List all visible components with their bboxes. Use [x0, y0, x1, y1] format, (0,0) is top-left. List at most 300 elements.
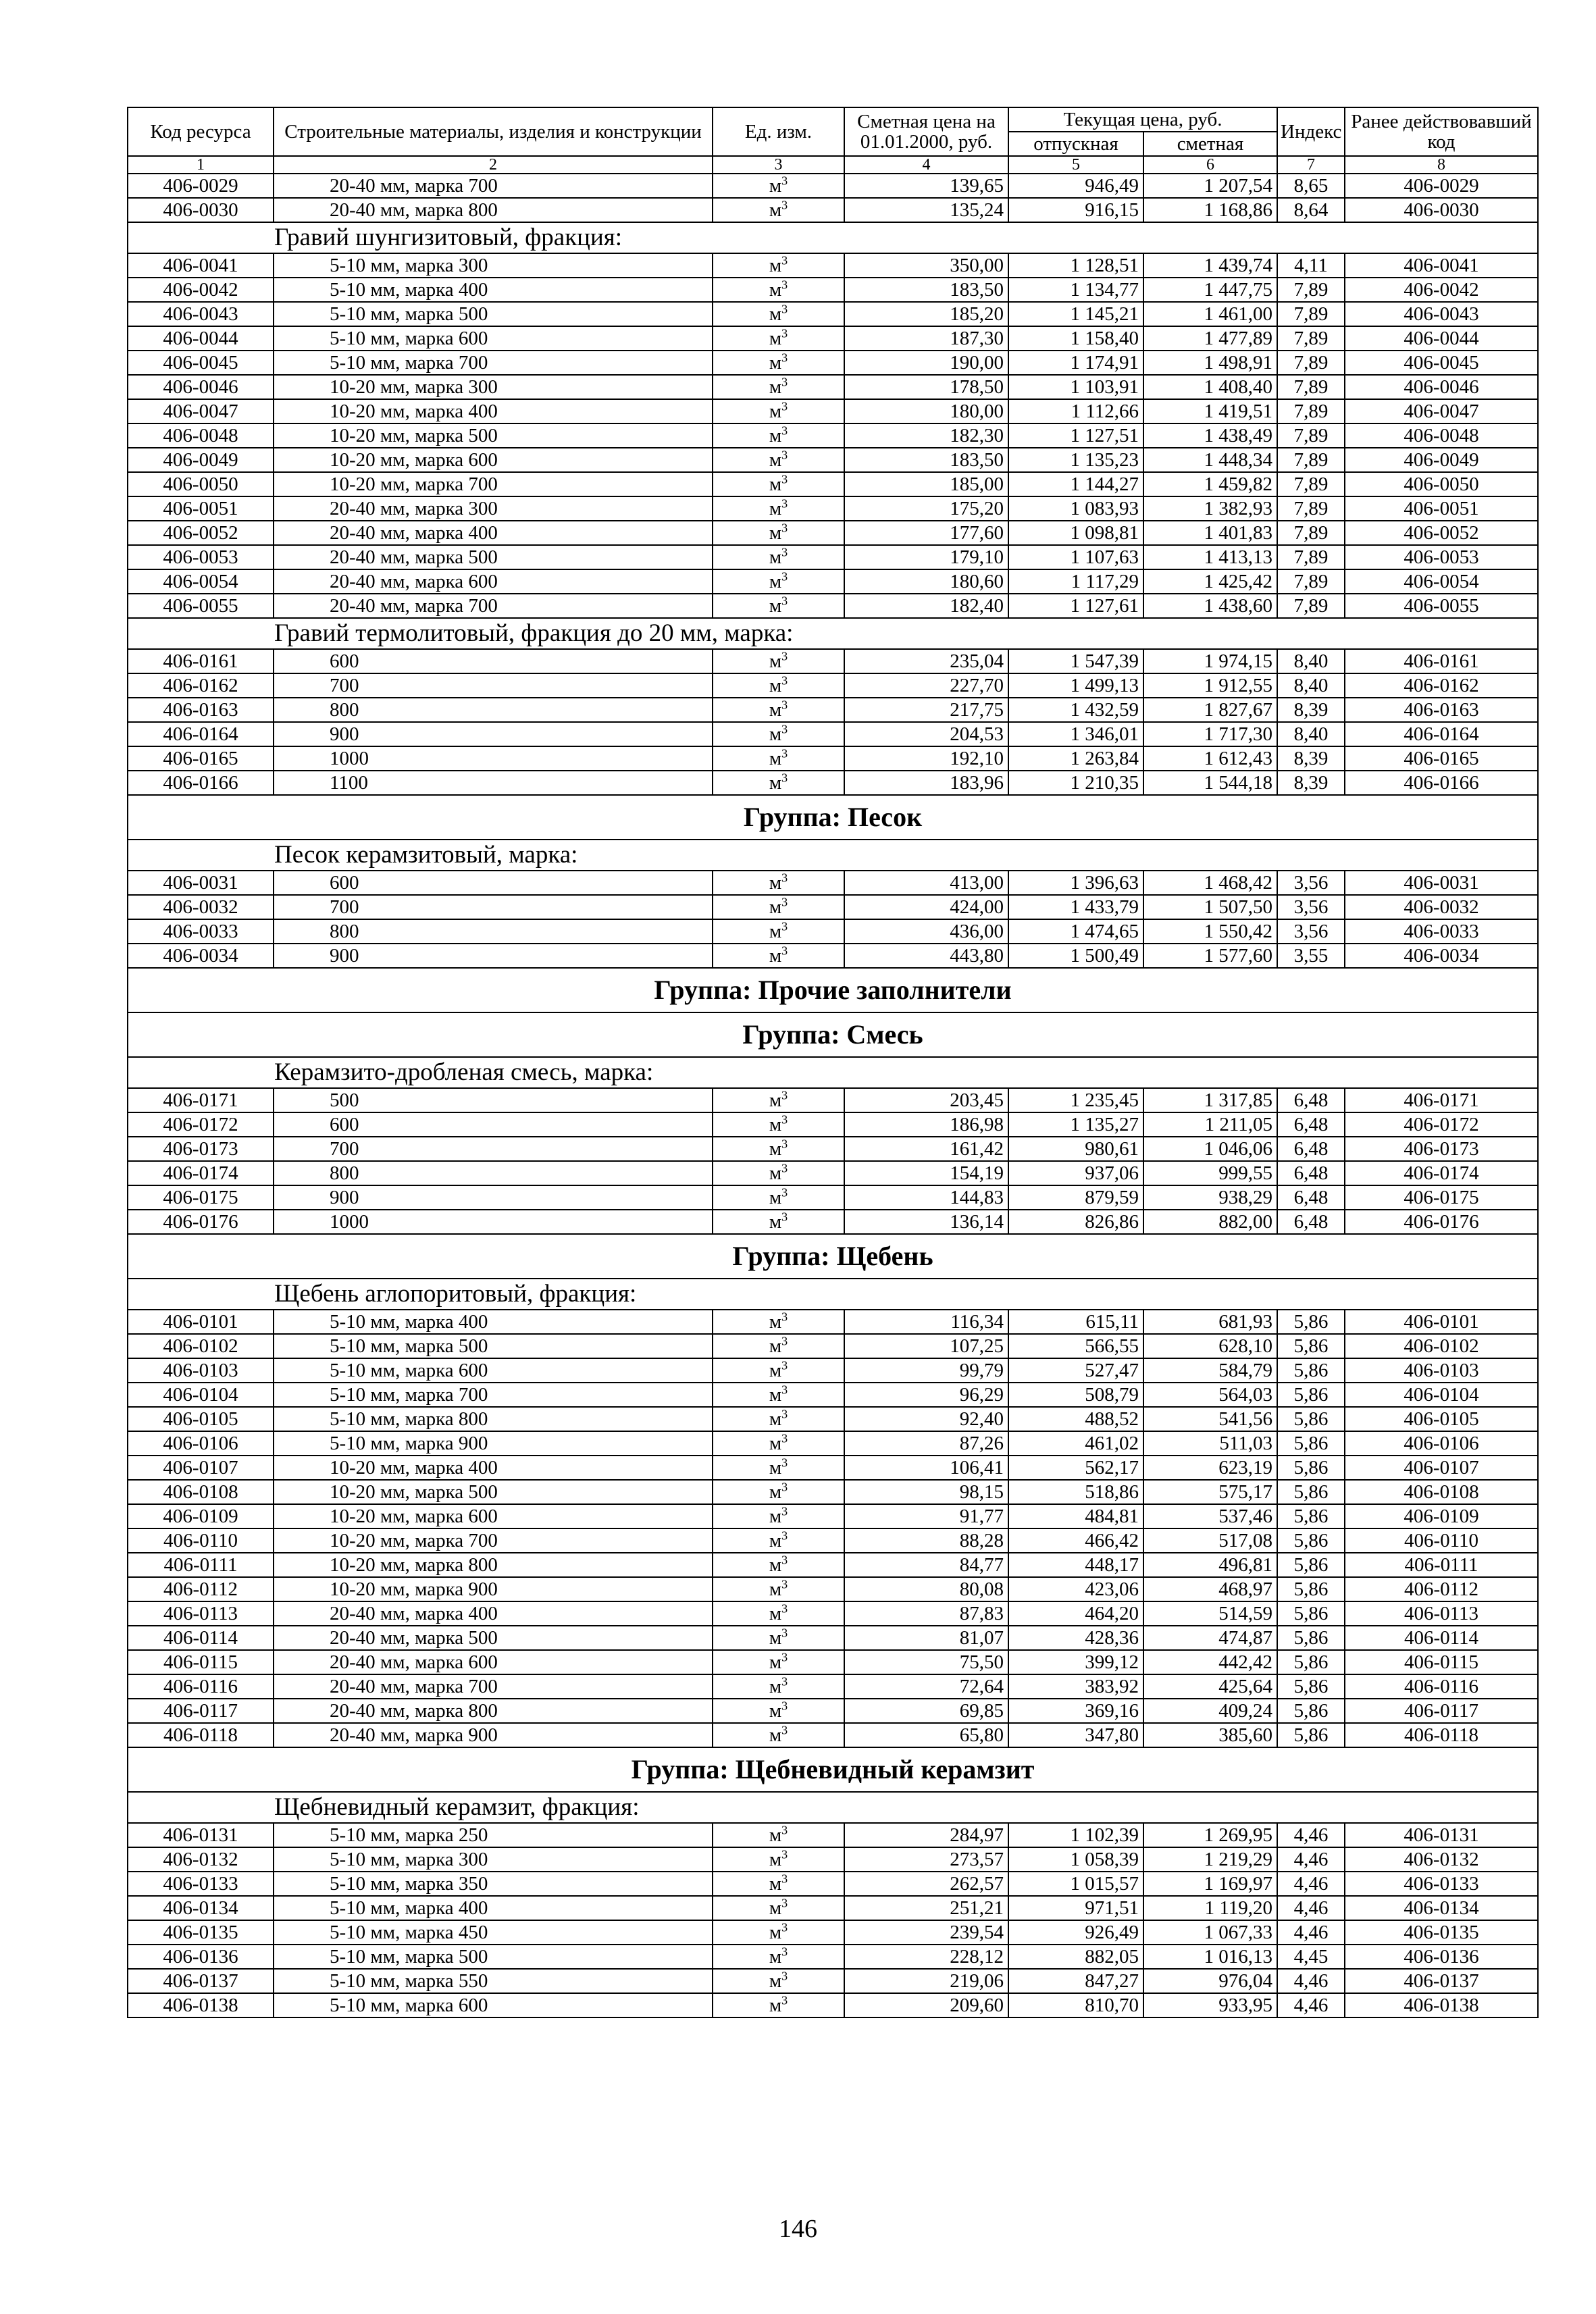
code-cell: 406-0118 — [128, 1723, 274, 1747]
index-cell: 5,86 — [1277, 1699, 1345, 1723]
table-row — [128, 1723, 1538, 1747]
price-table-sheet — [127, 107, 1537, 2018]
base-price-cell: 80,08 — [844, 1577, 1008, 1601]
unit-cell — [713, 746, 844, 771]
prev-code-cell: 406-0175 — [1345, 1185, 1538, 1210]
index-cell: 8,40 — [1277, 649, 1345, 673]
description-cell: 10-20 мм, марка 400 — [274, 1456, 713, 1480]
description-cell: 10-20 мм, марка 500 — [274, 1480, 713, 1504]
unit-cell — [713, 1650, 844, 1674]
table-row — [128, 1847, 1538, 1872]
header-current-price: Текущая цена, руб. — [1008, 107, 1277, 132]
base-price-cell: 262,57 — [844, 1872, 1008, 1896]
estimate-price-cell: 999,55 — [1143, 1161, 1277, 1185]
unit-superscript: 3 — [781, 1088, 788, 1102]
unit-text: м — [769, 1530, 782, 1551]
estimate-price-cell: 409,24 — [1143, 1699, 1277, 1723]
index-cell: 5,86 — [1277, 1650, 1345, 1674]
estimate-price-cell: 442,42 — [1143, 1650, 1277, 1674]
description-cell: 20-40 мм, марка 700 — [274, 174, 713, 198]
header-prev-code: Ранее действовавший код — [1345, 107, 1538, 156]
release-price-cell: 1 158,40 — [1008, 326, 1143, 351]
unit-superscript: 3 — [781, 1626, 788, 1640]
description-cell: 20-40 мм, марка 600 — [274, 569, 713, 594]
estimate-price-cell: 1 468,42 — [1143, 871, 1277, 895]
unit-cell — [713, 871, 844, 895]
prev-code-cell: 406-0171 — [1345, 1088, 1538, 1112]
unit-text: м — [769, 1676, 782, 1697]
index-cell: 6,48 — [1277, 1185, 1345, 1210]
index-cell: 4,46 — [1277, 1823, 1345, 1847]
unit-cell — [713, 375, 844, 399]
group-heading-row — [128, 968, 1538, 1012]
base-price-cell: 209,60 — [844, 1993, 1008, 2017]
code-cell: 406-0165 — [128, 746, 274, 771]
unit-cell — [713, 1920, 844, 1945]
unit-cell — [713, 895, 844, 919]
release-price-cell: 347,80 — [1008, 1723, 1143, 1747]
description-cell: 1000 — [274, 1210, 713, 1234]
group-heading-row — [128, 795, 1538, 840]
code-cell: 406-0133 — [128, 1872, 274, 1896]
unit-superscript: 3 — [781, 1456, 788, 1470]
description-cell: 20-40 мм, марка 400 — [274, 1601, 713, 1626]
release-price-cell: 461,02 — [1008, 1431, 1143, 1456]
table-row — [128, 1383, 1538, 1407]
prev-code-cell: 406-0041 — [1345, 253, 1538, 278]
release-price-cell: 926,49 — [1008, 1920, 1143, 1945]
index-cell: 4,46 — [1277, 1872, 1345, 1896]
unit-text: м — [769, 1360, 782, 1381]
description-cell: 5-10 мм, марка 400 — [274, 1896, 713, 1920]
table-row — [128, 1945, 1538, 1969]
unit-cell — [713, 569, 844, 594]
release-price-cell: 1 058,39 — [1008, 1847, 1143, 1872]
header-num: 8 — [1345, 156, 1538, 174]
prev-code-cell: 406-0118 — [1345, 1723, 1538, 1747]
code-cell: 406-0111 — [128, 1553, 274, 1577]
unit-cell — [713, 1601, 844, 1626]
unit-superscript: 3 — [781, 375, 788, 389]
subsection-heading-row — [128, 840, 1538, 871]
estimate-price-cell: 517,08 — [1143, 1528, 1277, 1553]
table-row — [128, 1528, 1538, 1553]
estimate-price-cell: 1 612,43 — [1143, 746, 1277, 771]
subsection-heading-row — [128, 1792, 1538, 1823]
prev-code-cell: 406-0116 — [1345, 1674, 1538, 1699]
index-cell: 5,86 — [1277, 1431, 1345, 1456]
code-cell: 406-0055 — [128, 594, 274, 618]
unit-superscript: 3 — [781, 1431, 788, 1445]
release-price-cell: 1 433,79 — [1008, 895, 1143, 919]
unit-text: м — [769, 376, 782, 398]
index-cell: 7,89 — [1277, 278, 1345, 302]
index-cell: 5,86 — [1277, 1528, 1345, 1553]
base-price-cell: 178,50 — [844, 375, 1008, 399]
table-row — [128, 569, 1538, 594]
release-price-cell: 1 127,61 — [1008, 594, 1143, 618]
release-price-cell: 1 174,91 — [1008, 351, 1143, 375]
code-cell: 406-0031 — [128, 871, 274, 895]
table-row — [128, 1626, 1538, 1650]
code-cell: 406-0108 — [128, 1480, 274, 1504]
unit-cell — [713, 594, 844, 618]
code-cell: 406-0162 — [128, 673, 274, 698]
release-price-cell: 527,47 — [1008, 1358, 1143, 1383]
unit-superscript: 3 — [781, 472, 788, 486]
estimate-price-cell: 1 419,51 — [1143, 399, 1277, 423]
description-cell: 5-10 мм, марка 250 — [274, 1823, 713, 1847]
prev-code-cell: 406-0136 — [1345, 1945, 1538, 1969]
unit-cell — [713, 1088, 844, 1112]
base-price-cell: 88,28 — [844, 1528, 1008, 1553]
code-cell: 406-0175 — [128, 1185, 274, 1210]
unit-text: м — [769, 1849, 782, 1870]
release-price-cell: 1 210,35 — [1008, 771, 1143, 795]
unit-superscript: 3 — [781, 722, 788, 736]
description-cell: 1100 — [274, 771, 713, 795]
release-price-cell: 1 128,51 — [1008, 253, 1143, 278]
unit-superscript: 3 — [781, 594, 788, 608]
group-heading-row — [128, 1747, 1538, 1792]
unit-superscript: 3 — [781, 895, 788, 909]
index-cell: 5,86 — [1277, 1723, 1345, 1747]
release-price-cell: 1 134,77 — [1008, 278, 1143, 302]
code-cell: 406-0171 — [128, 1088, 274, 1112]
table-row — [128, 1358, 1538, 1383]
code-cell: 406-0132 — [128, 1847, 274, 1872]
prev-code-cell: 406-0104 — [1345, 1383, 1538, 1407]
base-price-cell: 87,83 — [844, 1601, 1008, 1626]
release-price-cell: 1 500,49 — [1008, 944, 1143, 968]
unit-cell — [713, 944, 844, 968]
unit-text: м — [769, 1162, 782, 1184]
index-cell: 3,56 — [1277, 895, 1345, 919]
subsection-heading — [128, 222, 1538, 253]
unit-superscript: 3 — [781, 399, 788, 413]
table-row — [128, 871, 1538, 895]
release-price-cell: 518,86 — [1008, 1480, 1143, 1504]
table-row — [128, 1112, 1538, 1137]
release-price-cell: 448,17 — [1008, 1553, 1143, 1577]
table-row — [128, 1872, 1538, 1896]
unit-superscript: 3 — [781, 746, 788, 761]
index-cell: 4,11 — [1277, 253, 1345, 278]
table-row — [128, 174, 1538, 198]
code-cell: 406-0107 — [128, 1456, 274, 1480]
code-cell: 406-0046 — [128, 375, 274, 399]
index-cell: 7,89 — [1277, 594, 1345, 618]
index-cell: 8,65 — [1277, 174, 1345, 198]
prev-code-cell: 406-0174 — [1345, 1161, 1538, 1185]
base-price-cell: 204,53 — [844, 722, 1008, 746]
code-cell: 406-0173 — [128, 1137, 274, 1161]
description-cell: 5-10 мм, марка 500 — [274, 302, 713, 326]
index-cell: 4,46 — [1277, 1847, 1345, 1872]
index-cell: 7,89 — [1277, 375, 1345, 399]
unit-text: м — [769, 522, 782, 544]
description-cell: 800 — [274, 1161, 713, 1185]
estimate-price-cell: 1 067,33 — [1143, 1920, 1277, 1945]
unit-superscript: 3 — [781, 1504, 788, 1518]
unit-superscript: 3 — [781, 673, 788, 688]
code-cell: 406-0048 — [128, 423, 274, 448]
unit-superscript: 3 — [781, 919, 788, 933]
description-cell: 20-40 мм, марка 800 — [274, 1699, 713, 1723]
code-cell: 406-0176 — [128, 1210, 274, 1234]
table-row — [128, 302, 1538, 326]
table-row — [128, 649, 1538, 673]
description-cell: 5-10 мм, марка 500 — [274, 1945, 713, 1969]
unit-text: м — [769, 1578, 782, 1600]
unit-superscript: 3 — [781, 569, 788, 584]
unit-superscript: 3 — [781, 1480, 788, 1494]
base-price-cell: 106,41 — [844, 1456, 1008, 1480]
table-row — [128, 1431, 1538, 1456]
estimate-price-cell: 1 461,00 — [1143, 302, 1277, 326]
estimate-price-cell: 468,97 — [1143, 1577, 1277, 1601]
release-price-cell: 882,05 — [1008, 1945, 1143, 1969]
unit-text: м — [769, 473, 782, 495]
unit-cell — [713, 326, 844, 351]
estimate-price-cell: 1 413,13 — [1143, 545, 1277, 569]
description-cell: 800 — [274, 698, 713, 722]
unit-cell — [713, 1577, 844, 1601]
release-price-cell: 562,17 — [1008, 1456, 1143, 1480]
index-cell: 3,55 — [1277, 944, 1345, 968]
unit-text: м — [769, 1700, 782, 1722]
unit-cell — [713, 1823, 844, 1847]
description-cell: 1000 — [274, 746, 713, 771]
unit-superscript: 3 — [781, 1896, 788, 1910]
header-code: Код ресурса — [128, 107, 274, 156]
description-cell: 20-40 мм, марка 900 — [274, 1723, 713, 1747]
base-price-cell: 186,98 — [844, 1112, 1008, 1137]
unit-text: м — [769, 1408, 782, 1430]
estimate-price-cell: 1 459,82 — [1143, 472, 1277, 496]
release-price-cell: 1 098,81 — [1008, 521, 1143, 545]
header-base-price: Сметная цена на 01.01.2000, руб. — [844, 107, 1008, 156]
prev-code-cell: 406-0101 — [1345, 1310, 1538, 1334]
table-row — [128, 198, 1538, 222]
prev-code-cell: 406-0112 — [1345, 1577, 1538, 1601]
estimate-price-cell: 1 168,86 — [1143, 198, 1277, 222]
index-cell: 8,39 — [1277, 771, 1345, 795]
page-number: 146 — [779, 2215, 817, 2243]
unit-cell — [713, 1480, 844, 1504]
group-heading: Группа: Щебень — [128, 1234, 1538, 1279]
base-price-cell: 350,00 — [844, 253, 1008, 278]
table-row — [128, 1993, 1538, 2017]
code-cell: 406-0032 — [128, 895, 274, 919]
subsection-heading — [128, 618, 1538, 649]
unit-superscript: 3 — [781, 1969, 788, 1983]
release-price-cell: 1 135,27 — [1008, 1112, 1143, 1137]
description-cell: 900 — [274, 722, 713, 746]
table-row — [128, 326, 1538, 351]
release-price-cell: 1 144,27 — [1008, 472, 1143, 496]
unit-cell — [713, 198, 844, 222]
estimate-price-cell: 1 425,42 — [1143, 569, 1277, 594]
unit-cell — [713, 1137, 844, 1161]
release-price-cell: 1 127,51 — [1008, 423, 1143, 448]
unit-superscript: 3 — [781, 423, 788, 438]
index-cell: 3,56 — [1277, 919, 1345, 944]
base-price-cell: 175,20 — [844, 496, 1008, 521]
index-cell: 4,46 — [1277, 1920, 1345, 1945]
unit-text: м — [769, 772, 782, 794]
group-heading-row — [128, 1012, 1538, 1057]
table-row — [128, 1088, 1538, 1112]
base-price-cell: 116,34 — [844, 1310, 1008, 1334]
unit-superscript: 3 — [781, 1358, 788, 1372]
header-unit: Ед. изм. — [713, 107, 844, 156]
estimate-price-cell: 628,10 — [1143, 1334, 1277, 1358]
unit-cell — [713, 521, 844, 545]
unit-text: м — [769, 1506, 782, 1527]
unit-superscript: 3 — [781, 1650, 788, 1664]
unit-cell — [713, 1969, 844, 1993]
code-cell: 406-0163 — [128, 698, 274, 722]
table-row — [128, 1504, 1538, 1528]
prev-code-cell: 406-0053 — [1345, 545, 1538, 569]
unit-superscript: 3 — [781, 1945, 788, 1959]
unit-superscript: 3 — [781, 1137, 788, 1151]
description-cell: 5-10 мм, марка 450 — [274, 1920, 713, 1945]
code-cell: 406-0029 — [128, 174, 274, 198]
description-cell: 5-10 мм, марка 900 — [274, 1431, 713, 1456]
release-price-cell: 1 083,93 — [1008, 496, 1143, 521]
base-price-cell: 154,19 — [844, 1161, 1008, 1185]
description-cell: 600 — [274, 871, 713, 895]
release-price-cell: 399,12 — [1008, 1650, 1143, 1674]
subsection-heading-text: Гравий шунгизитовый, фракция: — [274, 224, 623, 251]
release-price-cell: 369,16 — [1008, 1699, 1143, 1723]
base-price-cell: 75,50 — [844, 1650, 1008, 1674]
prev-code-cell: 406-0113 — [1345, 1601, 1538, 1626]
estimate-price-cell: 1 507,50 — [1143, 895, 1277, 919]
table-row — [128, 1969, 1538, 1993]
base-price-cell: 183,50 — [844, 278, 1008, 302]
unit-cell — [713, 649, 844, 673]
code-cell: 406-0103 — [128, 1358, 274, 1383]
unit-cell — [713, 1456, 844, 1480]
index-cell: 5,86 — [1277, 1383, 1345, 1407]
table-row — [128, 1334, 1538, 1358]
unit-text: м — [769, 1603, 782, 1624]
header-material: Строительные материалы, изделия и конструкции — [274, 107, 713, 156]
unit-text: м — [769, 1089, 782, 1111]
table-row — [128, 496, 1538, 521]
unit-cell — [713, 1112, 844, 1137]
unit-superscript: 3 — [781, 326, 788, 340]
prev-code-cell: 406-0176 — [1345, 1210, 1538, 1234]
estimate-price-cell: 1 717,30 — [1143, 722, 1277, 746]
estimate-price-cell: 681,93 — [1143, 1310, 1277, 1334]
prev-code-cell: 406-0042 — [1345, 278, 1538, 302]
unit-text: м — [769, 571, 782, 592]
prev-code-cell: 406-0134 — [1345, 1896, 1538, 1920]
base-price-cell: 180,60 — [844, 569, 1008, 594]
subsection-heading-text: Керамзито-дробленая смесь, марка: — [274, 1058, 654, 1086]
code-cell: 406-0033 — [128, 919, 274, 944]
table-row — [128, 1553, 1538, 1577]
unit-superscript: 3 — [781, 1112, 788, 1127]
index-cell: 8,39 — [1277, 698, 1345, 722]
description-cell: 10-20 мм, марка 700 — [274, 1528, 713, 1553]
table-row — [128, 1185, 1538, 1210]
estimate-price-cell: 1 408,40 — [1143, 375, 1277, 399]
unit-superscript: 3 — [781, 198, 788, 212]
estimate-price-cell: 1 119,20 — [1143, 1896, 1277, 1920]
unit-superscript: 3 — [781, 302, 788, 316]
base-price-cell: 182,40 — [844, 594, 1008, 618]
code-cell: 406-0161 — [128, 649, 274, 673]
code-cell: 406-0052 — [128, 521, 274, 545]
code-cell: 406-0136 — [128, 1945, 274, 1969]
prev-code-cell: 406-0166 — [1345, 771, 1538, 795]
index-cell: 5,86 — [1277, 1407, 1345, 1431]
base-price-cell: 185,20 — [844, 302, 1008, 326]
description-cell: 5-10 мм, марка 300 — [274, 253, 713, 278]
index-cell: 5,86 — [1277, 1358, 1345, 1383]
unit-text: м — [769, 1481, 782, 1503]
prev-code-cell: 406-0051 — [1345, 496, 1538, 521]
unit-text: м — [769, 279, 782, 301]
unit-superscript: 3 — [781, 1383, 788, 1397]
code-cell: 406-0101 — [128, 1310, 274, 1334]
table-row — [128, 1456, 1538, 1480]
code-cell: 406-0166 — [128, 771, 274, 795]
unit-cell — [713, 448, 844, 472]
unit-cell — [713, 673, 844, 698]
group-heading: Группа: Смесь — [128, 1012, 1538, 1057]
description-cell: 900 — [274, 1185, 713, 1210]
code-cell: 406-0054 — [128, 569, 274, 594]
base-price-cell: 436,00 — [844, 919, 1008, 944]
base-price-cell: 219,06 — [844, 1969, 1008, 1993]
unit-text: м — [769, 1384, 782, 1406]
unit-text: м — [769, 1627, 782, 1649]
release-price-cell: 1 103,91 — [1008, 375, 1143, 399]
release-price-cell: 1 102,39 — [1008, 1823, 1143, 1847]
index-cell: 7,89 — [1277, 496, 1345, 521]
group-heading: Группа: Песок — [128, 795, 1538, 840]
unit-cell — [713, 545, 844, 569]
unit-text: м — [769, 1554, 782, 1576]
table-row — [128, 1650, 1538, 1674]
code-cell: 406-0174 — [128, 1161, 274, 1185]
code-cell: 406-0102 — [128, 1334, 274, 1358]
estimate-price-cell: 1 447,75 — [1143, 278, 1277, 302]
unit-cell — [713, 1528, 844, 1553]
prev-code-cell: 406-0164 — [1345, 722, 1538, 746]
release-price-cell: 810,70 — [1008, 1993, 1143, 2017]
unit-superscript: 3 — [781, 448, 788, 462]
estimate-price-cell: 425,64 — [1143, 1674, 1277, 1699]
base-price-cell: 183,50 — [844, 448, 1008, 472]
prev-code-cell: 406-0162 — [1345, 673, 1538, 698]
estimate-price-cell: 496,81 — [1143, 1553, 1277, 1577]
description-cell: 20-40 мм, марка 600 — [274, 1650, 713, 1674]
header-estimate: сметная — [1143, 132, 1277, 156]
unit-superscript: 3 — [781, 1847, 788, 1861]
unit-cell — [713, 1358, 844, 1383]
prev-code-cell: 406-0049 — [1345, 448, 1538, 472]
prev-code-cell: 406-0111 — [1345, 1553, 1538, 1577]
table-header — [128, 107, 1538, 174]
release-price-cell: 826,86 — [1008, 1210, 1143, 1234]
